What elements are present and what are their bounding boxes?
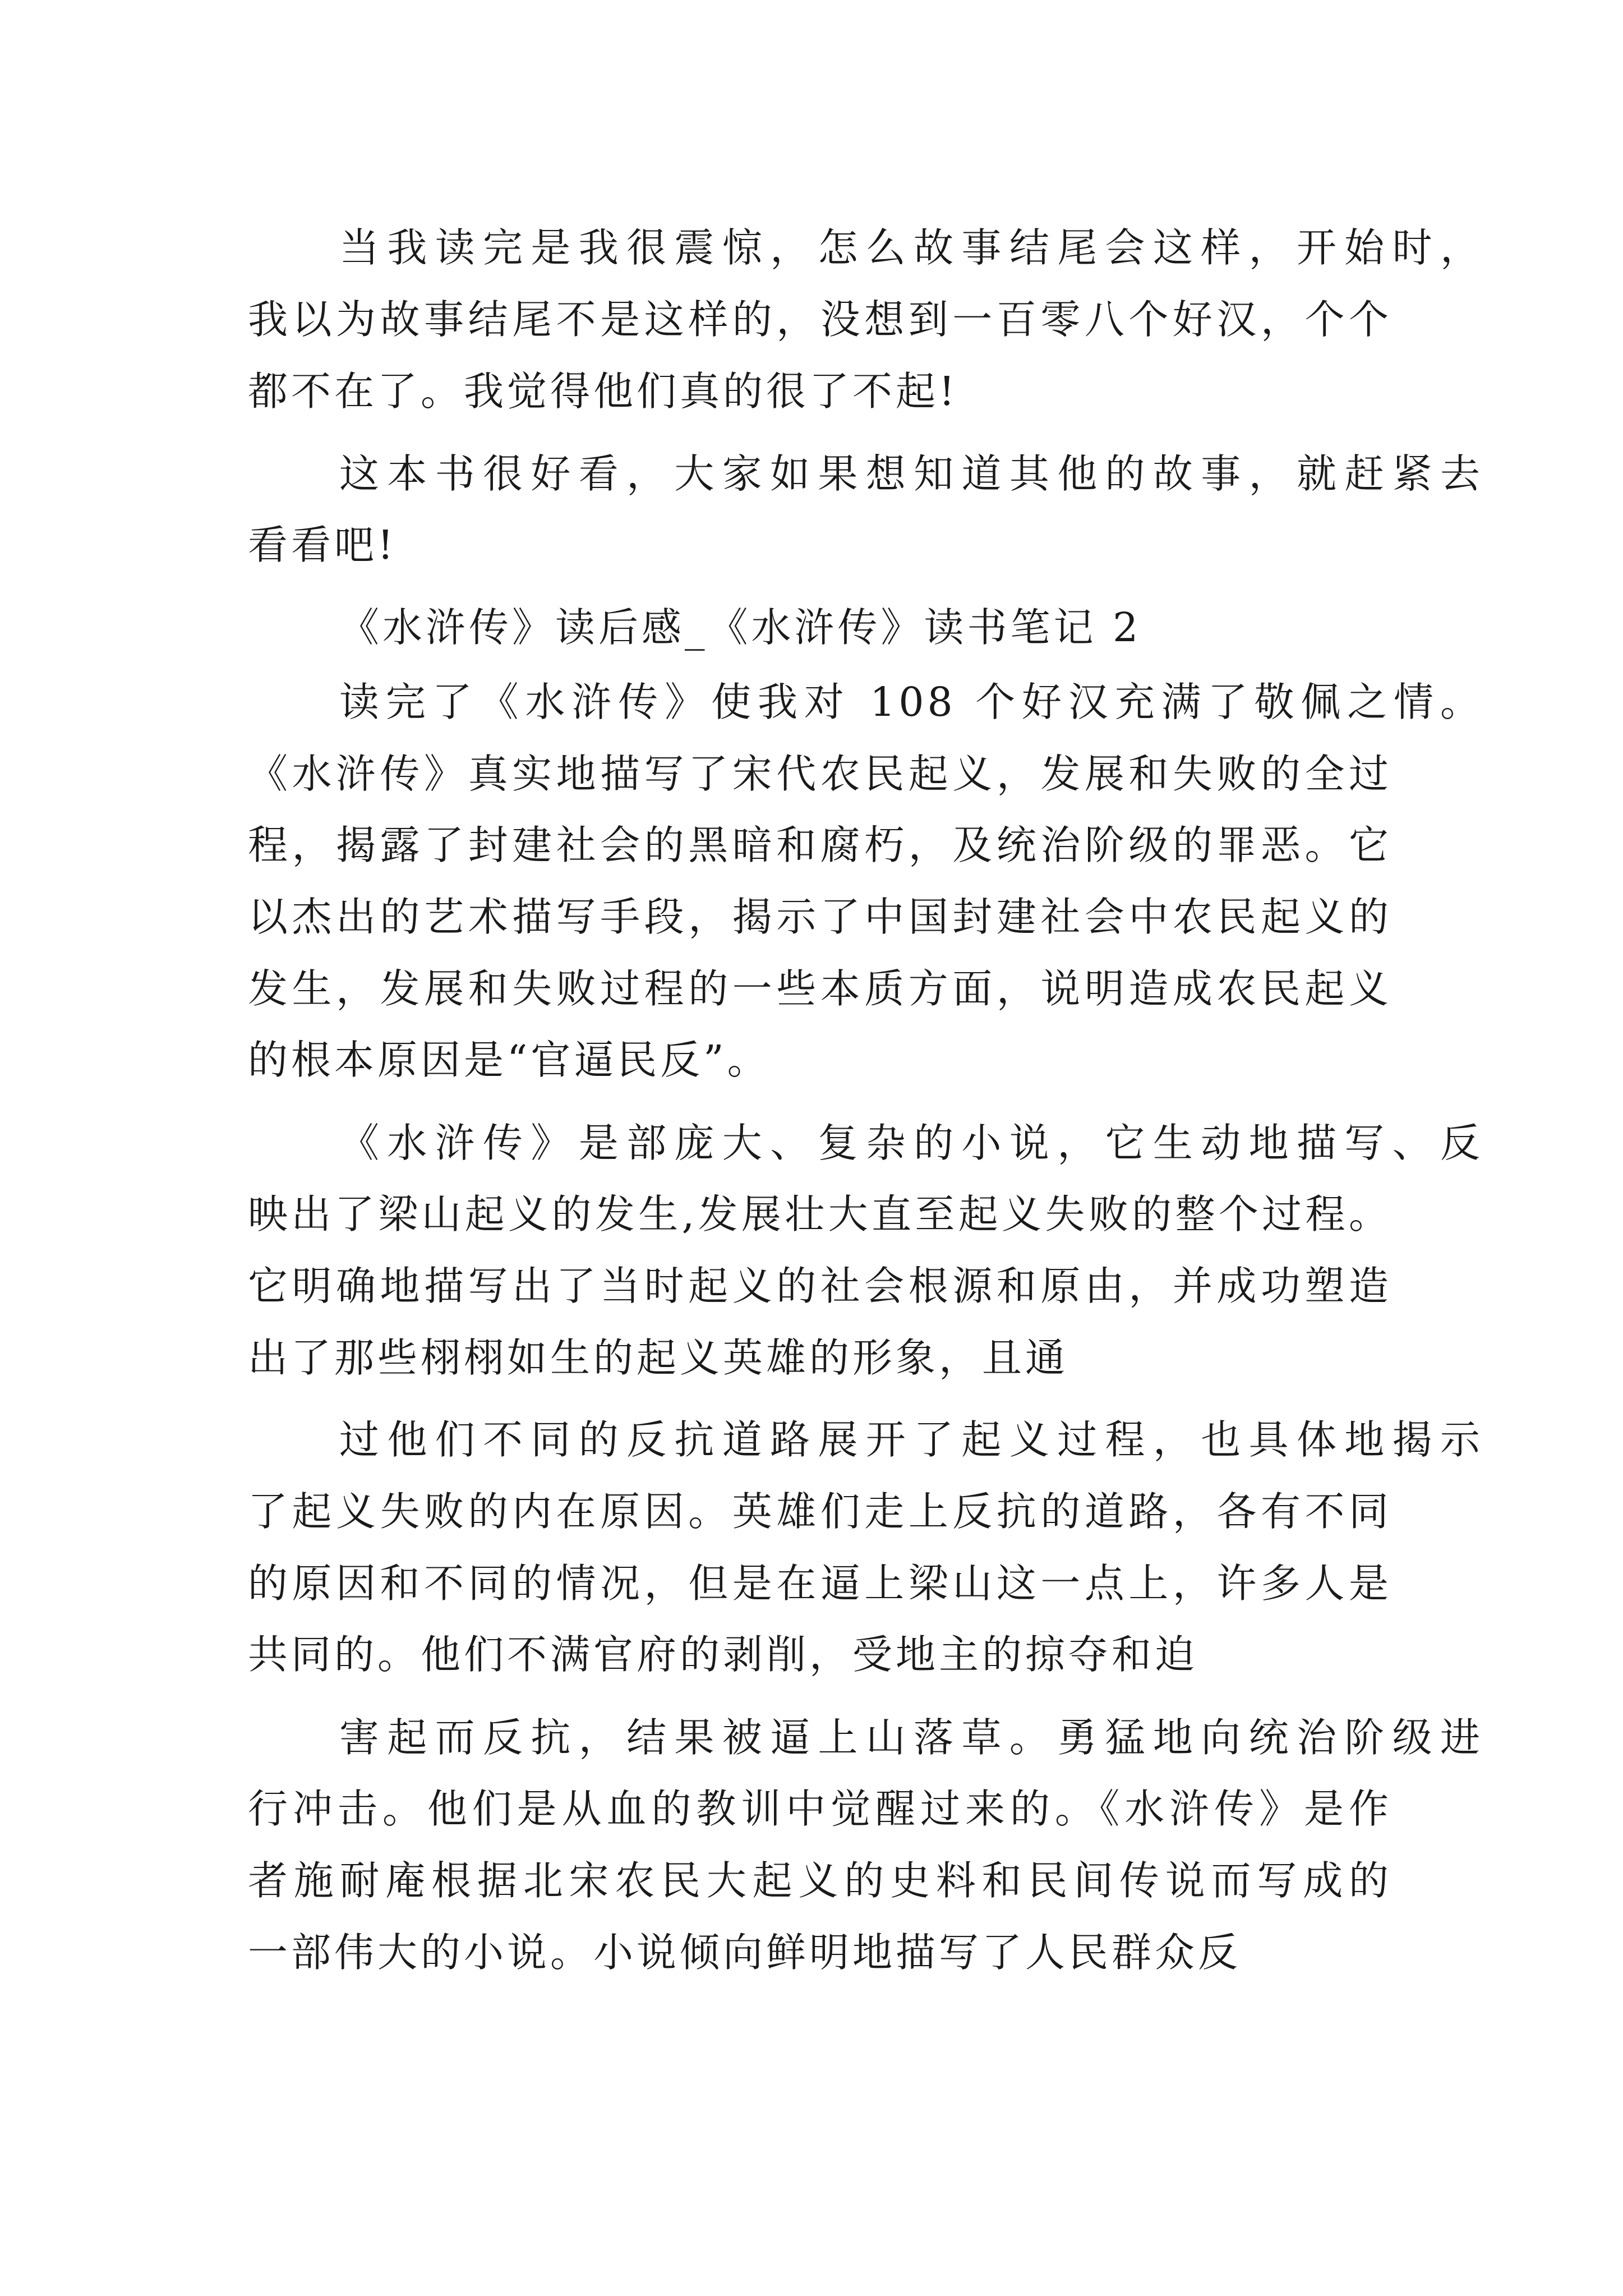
paragraph-line: 这本书很好看，大家如果想知道其他的故事，就赶紧去	[339, 450, 1483, 497]
paragraph-line: 过他们不同的反抗道路展开了起义过程，也具体地揭示	[339, 1416, 1483, 1463]
paragraph-line: 我以为故事结尾不是这样的，没想到一百零八个好汉，个个	[248, 296, 1392, 343]
paragraph-line: 的根本原因是“官逼民反”。	[248, 1037, 771, 1083]
section-heading: 《水浒传》读后感_《水浒传》读书笔记 2	[339, 604, 1142, 651]
paragraph-line: 的原因和不同的情况，但是在逼上梁山这一点上，许多人是	[248, 1560, 1392, 1607]
paragraph-line: 看看吧!	[248, 522, 397, 568]
paragraph-line: 读完了《水浒传》使我对 108 个好汉充满了敬佩之情。	[339, 679, 1483, 725]
paragraph-line: 行冲击。他们是从血的教训中觉醒过来的。《水浒传》是作	[248, 1786, 1392, 1832]
paragraph-line: 它明确地描写出了当时起义的社会根源和原由，并成功塑造	[248, 1263, 1392, 1309]
paragraph-line: 一部伟大的小说。小说倾向鲜明地描写了人民群众反	[248, 1929, 1242, 1976]
paragraph-line: 以杰出的艺术描写手段，揭示了中国封建社会中农民起义的	[248, 894, 1392, 940]
paragraph-line: 都不在了。我觉得他们真的很了不起!	[248, 368, 958, 415]
paragraph-line: 害起而反抗，结果被逼上山落草。勇猛地向统治阶级进	[339, 1714, 1483, 1761]
paragraph-line: 者施耐庵根据北宋农民大起义的史料和民间传说而写成的	[248, 1857, 1392, 1904]
paragraph-line: 发生，发展和失败过程的一些本质方面，说明造成农民起义	[248, 965, 1392, 1012]
paragraph-line: 出了那些栩栩如生的起义英雄的形象，且通	[248, 1335, 1069, 1381]
paragraph-line: 《水浒传》真实地描写了宋代农民起义，发展和失败的全过	[248, 751, 1392, 797]
paragraph-line: 共同的。他们不满官府的剥削，受地主的掠夺和迫	[248, 1631, 1198, 1678]
paragraph-line: 当我读完是我很震惊，怎么故事结尾会这样，开始时，	[339, 224, 1483, 271]
paragraph-line: 《水浒传》是部庞大、复杂的小说，它生动地描写、反	[339, 1120, 1483, 1166]
paragraph-line: 映出了梁山起义的发生,发展壮大直至起义失败的整个过程。	[248, 1191, 1392, 1237]
paragraph-line: 了起义失败的内在原因。英雄们走上反抗的道路，各有不同	[248, 1488, 1392, 1535]
paragraph-line: 程，揭露了封建社会的黑暗和腐朽，及统治阶级的罪恶。它	[248, 822, 1392, 868]
